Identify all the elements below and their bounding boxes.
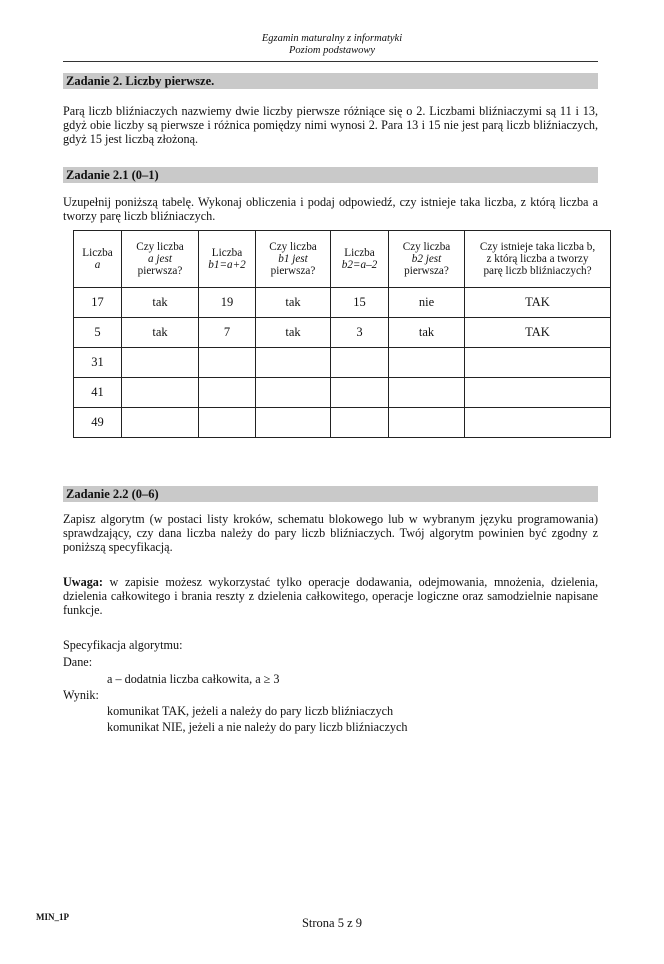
table-cell: 3	[331, 318, 389, 348]
task2-2-instructions: Zapisz algorytm (w postaci listy kroków, schematu blokowego lub w wybranym języku programowania) sprawdzający, czy dana liczba należy do pary liczb bliźniaczych. Twój algorytm powinien być zgodny z poniższą specyfikacją.	[63, 512, 598, 554]
answer-cell[interactable]	[256, 408, 331, 438]
table-cell: TAK	[465, 288, 611, 318]
table-cell: 49	[74, 408, 122, 438]
answer-cell[interactable]	[389, 408, 465, 438]
table-header-row	[74, 231, 611, 288]
section-title-task2-1: Zadanie 2.1 (0–1)	[63, 167, 598, 183]
answer-cell[interactable]	[199, 348, 256, 378]
table-cell: 31	[74, 348, 122, 378]
answer-cell[interactable]	[465, 408, 611, 438]
table-cell: tak	[122, 318, 199, 348]
header-cell-b1-prime: Czy liczba b1 jest pierwsza?	[256, 231, 331, 288]
answer-cell[interactable]	[331, 408, 389, 438]
answer-cell[interactable]	[465, 378, 611, 408]
answer-cell[interactable]	[465, 348, 611, 378]
spec-output-label: Wynik:	[63, 688, 99, 702]
answer-cell[interactable]	[331, 378, 389, 408]
spec-output-line-1: komunikat TAK, jeżeli a należy do pary liczb bliźniaczych	[107, 704, 394, 718]
section-title-task2: Zadanie 2. Liczby pierwsze.	[63, 73, 598, 89]
header-cell-a-prime: Czy liczba a jest pierwsza?	[122, 231, 199, 288]
table-cell: 15	[331, 288, 389, 318]
table-cell: tak	[122, 288, 199, 318]
table-cell: 17	[74, 288, 122, 318]
spec-title: Specyfikacja algorytmu:	[63, 638, 183, 652]
answer-cell[interactable]	[389, 378, 465, 408]
spec-input-label: Dane:	[63, 655, 93, 669]
page-header	[0, 33, 664, 57]
note-label: Uwaga:	[63, 575, 103, 589]
spec-input-line: a – dodatnia liczba całkowita, a ≥ 3	[107, 672, 280, 686]
answer-cell[interactable]	[199, 408, 256, 438]
table-cell: nie	[389, 288, 465, 318]
page-number: Strona 5 z 9	[301, 916, 363, 930]
answer-cell[interactable]	[256, 378, 331, 408]
header-cell-b2-prime: Czy liczba b2 jest pierwsza?	[389, 231, 465, 288]
table-cell: tak	[256, 318, 331, 348]
note-text: w zapisie możesz wykorzystać tylko operacje dodawania, odejmowania, mnożenia, dzielenia, dzielenia całkowitego i brania reszty z dzielenia całkowitego, operacje logiczne oraz samodzielnie napisane funkcje.	[63, 575, 598, 617]
table-cell: 19	[199, 288, 256, 318]
intro-paragraph: Parą liczb bliźniaczych nazwiemy dwie liczby pierwsze różniące się o 2. Liczbami bliźniaczymi są 11 i 13, gdyż obie liczby są pierwsze i różnica pomiędzy nimi wynosi 2. Para 13 i 15 nie jest parą liczb bliźniaczych, gdyż 15 jest liczbą złożoną.	[63, 104, 598, 146]
header-cell-b1: Liczba b1=a+2	[199, 231, 256, 288]
section-title-task2-2: Zadanie 2.2 (0–6)	[63, 486, 598, 502]
table-cell: 5	[74, 318, 122, 348]
answer-cell[interactable]	[122, 408, 199, 438]
spec-output-line-2: komunikat NIE, jeżeli a nie należy do pary liczb bliźniaczych	[107, 720, 408, 734]
answer-cell[interactable]	[122, 378, 199, 408]
note-paragraph	[63, 575, 598, 617]
table-cell: 41	[74, 378, 122, 408]
answer-cell[interactable]	[389, 348, 465, 378]
header-rule	[63, 61, 598, 62]
answer-cell[interactable]	[199, 378, 256, 408]
header-cell-twin-exists: Czy istnieje taka liczba b, z którą liczba a tworzy parę liczb bliźniaczych?	[465, 231, 611, 288]
header-cell-a: Liczba a	[74, 231, 122, 288]
table-cell: tak	[389, 318, 465, 348]
answer-cell[interactable]	[122, 348, 199, 378]
table-row	[74, 408, 611, 438]
header-cell-b2: Liczba b2=a–2	[331, 231, 389, 288]
table-cell: 7	[199, 318, 256, 348]
header-level: Poziom podstawowy	[288, 45, 376, 56]
header-exam-title: Egzamin maturalny z informatyki	[261, 33, 403, 44]
table-cell: TAK	[465, 318, 611, 348]
table-row	[74, 348, 611, 378]
table-row	[74, 288, 611, 318]
table-row	[74, 318, 611, 348]
table-cell: tak	[256, 288, 331, 318]
answer-cell[interactable]	[331, 348, 389, 378]
twin-primes-table	[73, 230, 611, 438]
table-row	[74, 378, 611, 408]
answer-cell[interactable]	[256, 348, 331, 378]
exam-code: MIN_1P	[36, 912, 69, 922]
task2-1-instructions: Uzupełnij poniższą tabelę. Wykonaj obliczenia i podaj odpowiedź, czy istnieje taka liczba, z którą liczba a tworzy parę liczb bliźniaczych.	[63, 195, 598, 223]
